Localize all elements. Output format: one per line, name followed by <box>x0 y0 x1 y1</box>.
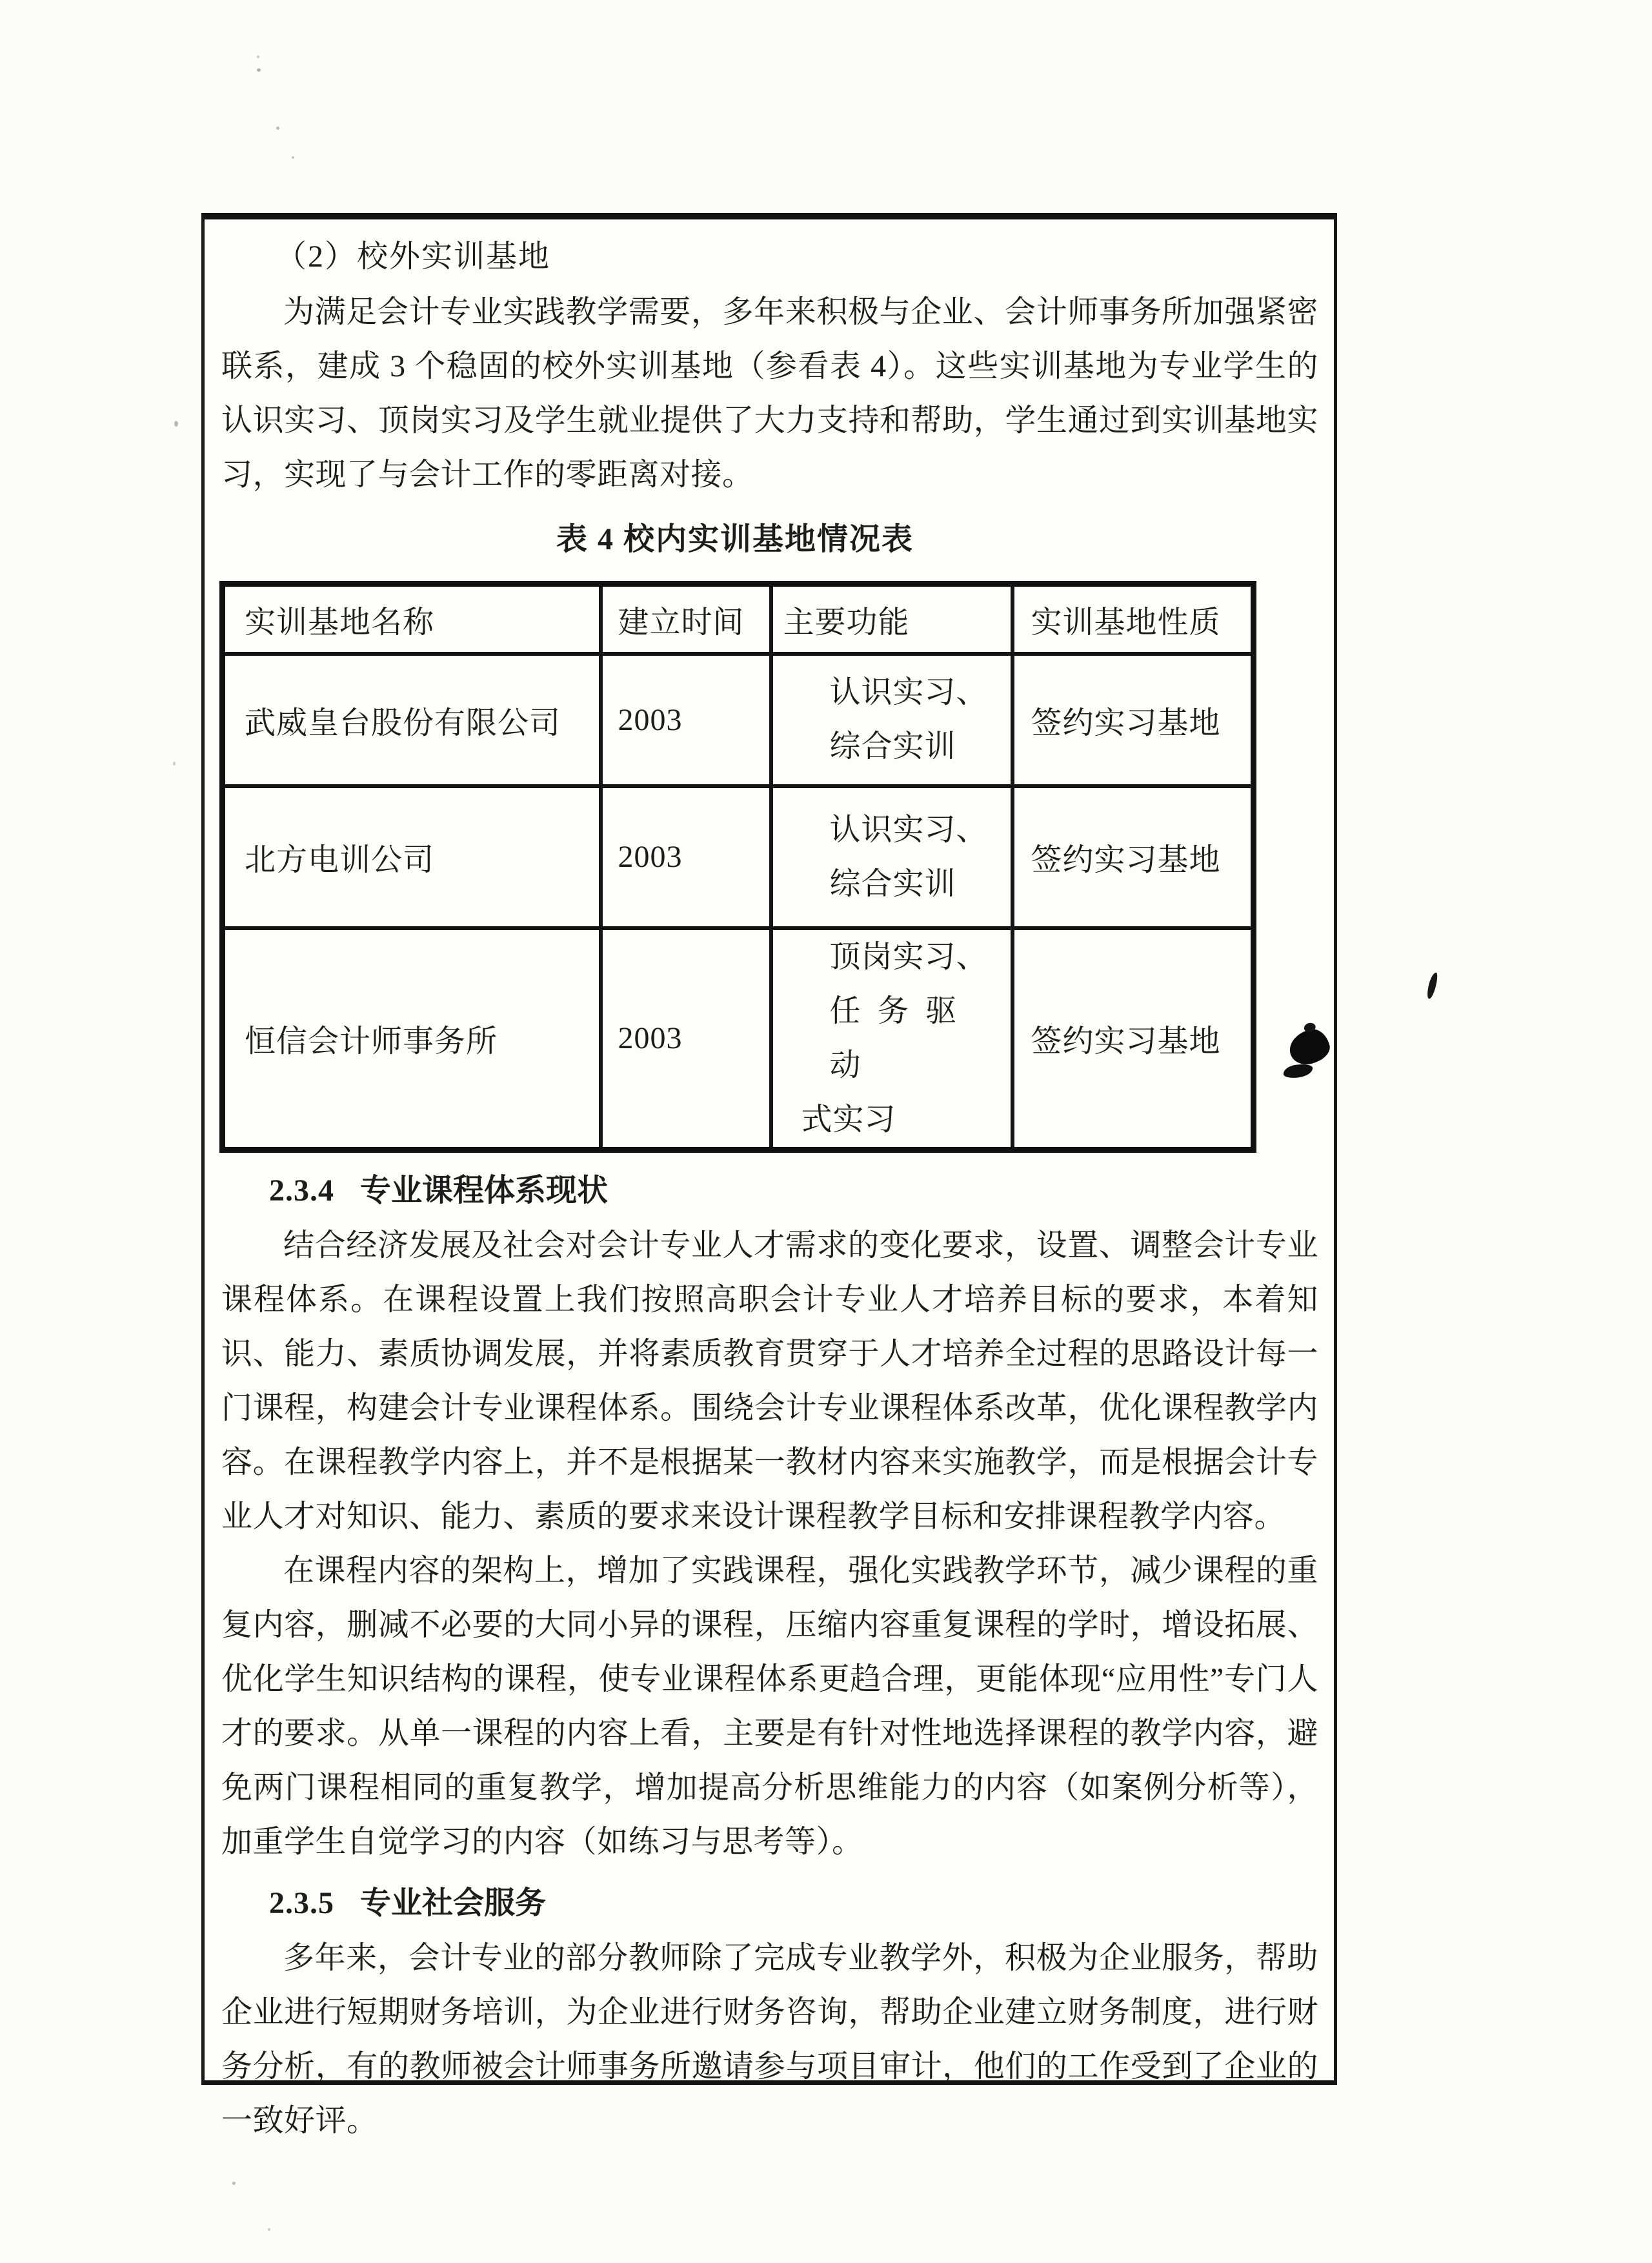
paragraph-overview: 为满足会计专业实践教学需要，多年来积极与企业、会计师事务所加强紧密联系，建成 3 个稳固的校外实训基地（参看表 4）。这些实训基地为专业学生的认识实习、顶岗实习及学生就业提供了大力支持和帮助，学生通过到实训基地实习，实现了与会计工作的零距离对接。 <box>221 295 1318 492</box>
section-number: 2.3.4 <box>269 1173 334 1208</box>
table-row <box>223 654 1254 786</box>
cell-functions <box>771 654 1012 786</box>
ink-fleck <box>1425 971 1439 999</box>
scan-speck <box>257 56 259 58</box>
cell-base-name: 恒信会计师事务所 <box>223 928 601 1150</box>
scan-speck <box>268 2228 270 2231</box>
scan-speck <box>257 68 261 72</box>
training-bases-table <box>219 581 1256 1153</box>
table-row <box>223 928 1254 1150</box>
section-number: 2.3.5 <box>269 1885 334 1920</box>
col-header-functions: 主要功能 <box>771 584 1012 654</box>
function-line: 式实习 <box>801 1102 896 1137</box>
function-line: 综合实训 <box>829 729 956 764</box>
scan-speck <box>292 156 294 159</box>
section-heading-234 <box>221 1163 1318 1219</box>
cell-base-name: 北方电训公司 <box>223 786 601 928</box>
table-row <box>223 786 1254 928</box>
cell-nature: 签约实习基地 <box>1012 928 1254 1150</box>
col-header-base-name: 实训基地名称 <box>223 584 601 654</box>
function-line: 综合实训 <box>829 866 956 901</box>
section-title: 专业课程体系现状 <box>360 1173 609 1208</box>
cell-nature: 签约实习基地 <box>1012 786 1254 928</box>
cell-year: 2003 <box>601 654 771 786</box>
paragraph-curriculum-2: 在课程内容的架构上，增加了实践课程，强化实践教学环节，减少课程的重复内容，删减不必要的大同小异的课程，压缩内容重复课程的学时，增设拓展、优化学生知识结构的课程，使专业课程体系更趋合理，更能体现“应用性”专门人才的要求。从单一课程的内容上看，主要是有针对性地选择课程的教学内容，避免两门课程相同的重复教学，增加提高分析思维能力的内容（如案例分析等），加重学生自觉学习的内容（如练习与思考等）。 <box>221 1553 1318 1859</box>
scan-speck <box>232 2182 236 2185</box>
function-line: 顶岗实习、 <box>829 939 988 974</box>
function-line: 认识实习、 <box>829 812 988 847</box>
function-line: 任务驱动 <box>829 993 974 1082</box>
cell-nature: 签约实习基地 <box>1012 654 1254 786</box>
table-header-row <box>223 584 1254 654</box>
cell-base-name: 武威皇台股份有限公司 <box>223 654 601 786</box>
scan-speck <box>174 421 178 427</box>
cell-year: 2003 <box>601 928 771 1150</box>
col-header-year: 建立时间 <box>601 584 771 654</box>
col-header-nature: 实训基地性质 <box>1012 584 1254 654</box>
subsection-heading: （2）校外实训基地 <box>276 239 551 274</box>
section-heading-235 <box>221 1876 1318 1931</box>
function-line: 认识实习、 <box>829 675 988 709</box>
paragraph-social-service: 多年来，会计专业的部分教师除了完成专业教学外，积极为企业服务，帮助企业进行短期财务培训，为企业进行财务咨询，帮助企业建立财务制度，进行财务分析，有的教师被会计师事务所邀请参与项目审计，他们的工作受到了企业的一致好评。 <box>221 1940 1318 2138</box>
table-caption: 表 4 校内实训基地情况表 <box>556 522 914 556</box>
cell-functions <box>771 786 1012 928</box>
cell-functions <box>771 928 1012 1150</box>
cell-year: 2003 <box>601 786 771 928</box>
paragraph-curriculum-1: 结合经济发展及社会对会计专业人才需求的变化要求，设置、调整会计专业课程体系。在课程设置上我们按照高职会计专业人才培养目标的要求，本着知识、能力、素质协调发展，并将素质教育贯穿于人才培养全过程的思路设计每一门课程，构建会计专业课程体系。围绕会计专业课程体系改革，优化课程教学内容。在课程教学内容上，并不是根据某一教材内容来实施教学，而是根据会计专业人才对知识、能力、素质的要求来设计课程教学目标和安排课程教学内容。 <box>221 1228 1318 1534</box>
scan-speck <box>276 127 279 130</box>
content-border-box <box>201 213 1337 2138</box>
section-title: 专业社会服务 <box>360 1885 547 1920</box>
scan-speck <box>173 762 176 766</box>
